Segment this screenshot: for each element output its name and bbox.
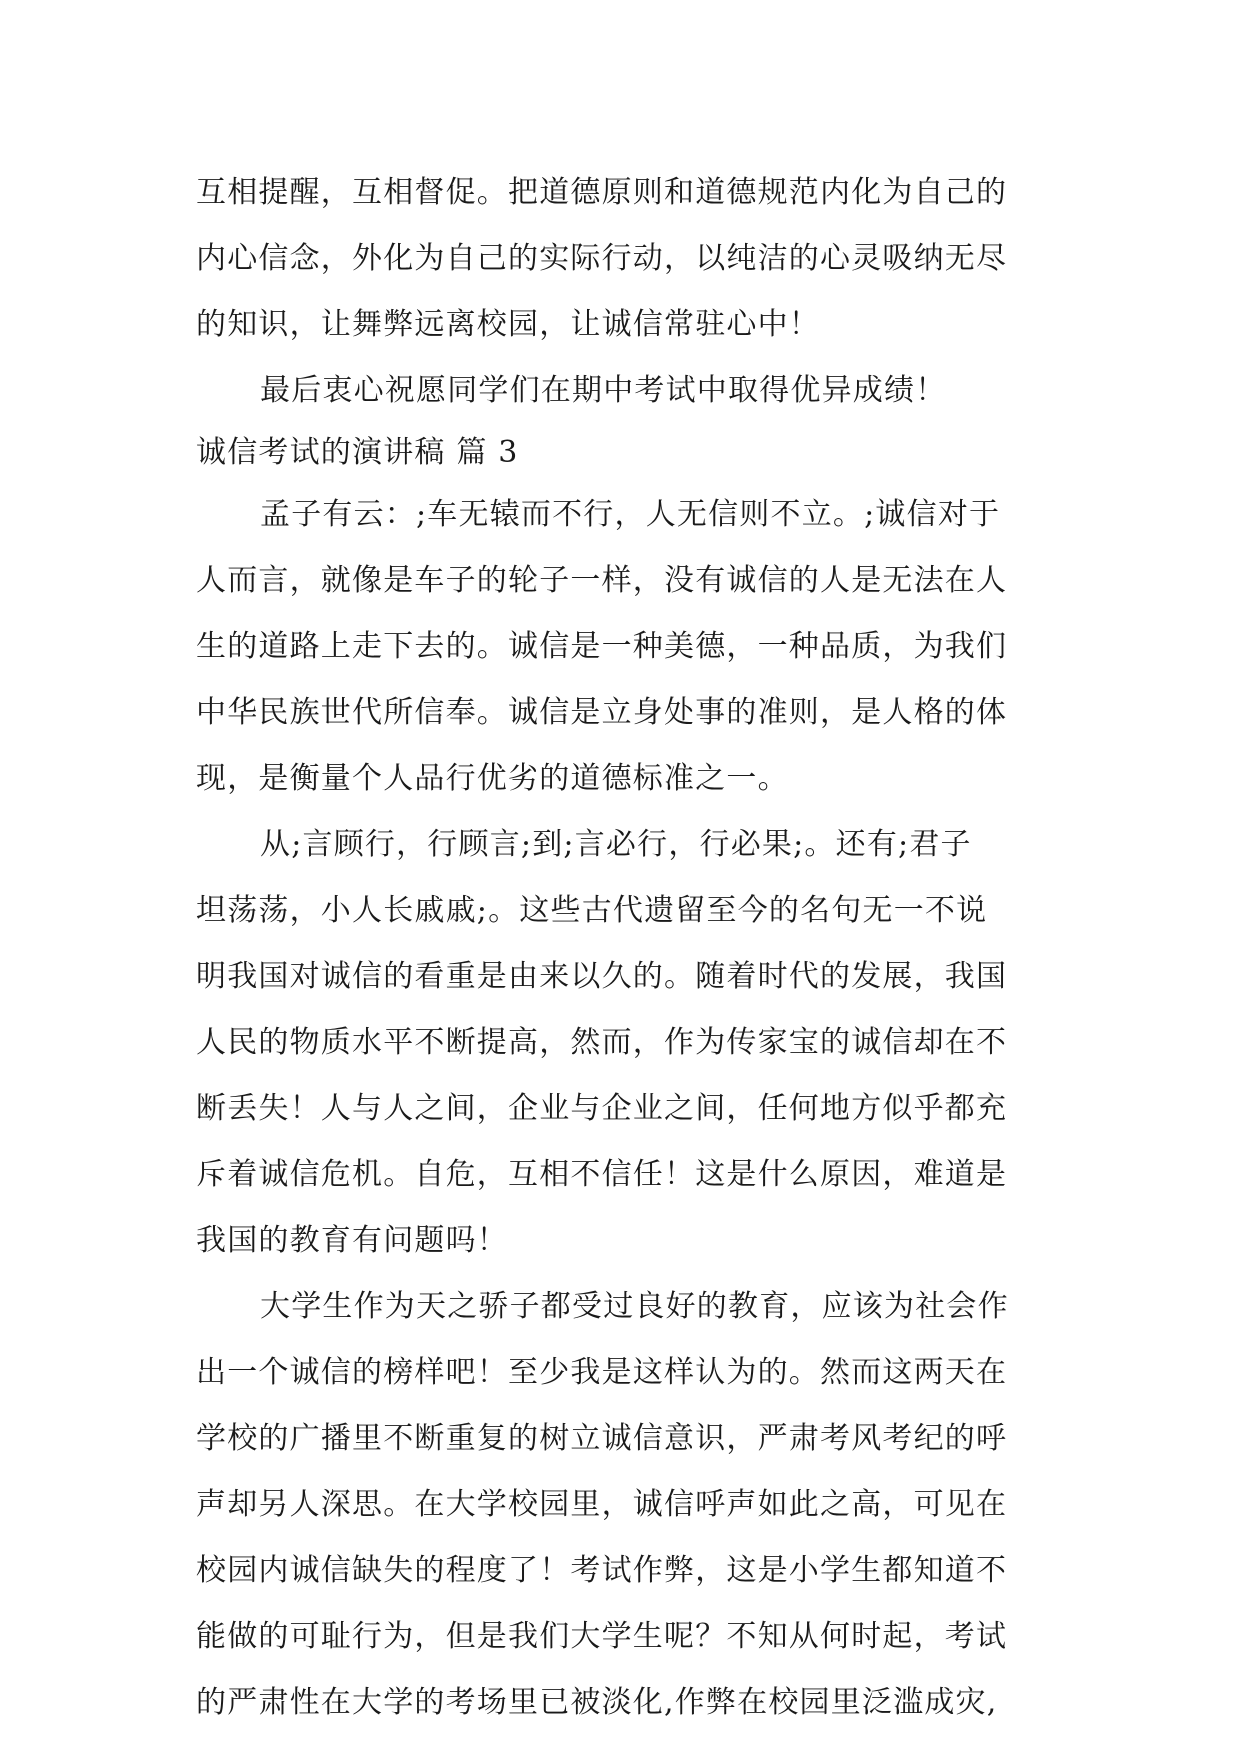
text-line: 学校的广播里不断重复的树立诚信意识，严肃考风考纪的呼: [196, 1421, 1008, 1456]
text-line: 现，是衡量个人品行优劣的道德标准之一。: [196, 761, 789, 796]
text-line: 生的道路上走下去的。诚信是一种美德，一种品质，为我们: [196, 629, 1008, 664]
text-line: 大学生作为天之骄子都受过良好的教育，应该为社会作: [260, 1289, 1009, 1324]
text-line: 人而言，就像是车子的轮子一样，没有诚信的人是无法在人: [196, 563, 1008, 598]
text-line: 斥着诚信危机。自危，互相不信任！这是什么原因，难道是: [196, 1157, 1008, 1192]
text-line: 人民的物质水平不断提高，然而，作为传家宝的诚信却在不: [196, 1025, 1008, 1060]
paragraph-1: [196, 482, 1056, 812]
paragraph-intro-tail: [196, 160, 1056, 358]
text-line: 我国的教育有问题吗！: [196, 1223, 508, 1258]
text-line: 内心信念，外化为自己的实际行动，以纯洁的心灵吸纳无尽: [196, 241, 1008, 276]
closing-paragraph: [196, 358, 1056, 424]
text-line: 出一个诚信的榜样吧！至少我是这样认为的。然而这两天在: [196, 1355, 1008, 1390]
section-title: 诚信考试的演讲稿 篇 3: [196, 435, 519, 470]
text-line: 互相提醒，互相督促。把道德原则和道德规范内化为自己的: [196, 175, 1008, 210]
text-line: 中华民族世代所信奉。诚信是立身处事的准则，是人格的体: [196, 695, 1008, 730]
text-line: 能做的可耻行为，但是我们大学生呢？不知从何时起，考试: [196, 1619, 1008, 1654]
text-line: 明我国对诚信的看重是由来以久的。随着时代的发展，我国: [196, 959, 1008, 994]
text-line: 声却另人深思。在大学校园里，诚信呼声如此之高，可见在: [196, 1487, 1008, 1522]
text-line: 从;言顾行，行顾言;到;言必行，行必果;。还有;君子: [260, 827, 972, 862]
text-line: 断丢失！人与人之间，企业与企业之间，任何地方似乎都充: [196, 1091, 1008, 1126]
text-line: 坦荡荡，小人长戚戚;。这些古代遗留至今的名句无一不说: [196, 893, 988, 928]
section-heading: [196, 424, 1056, 482]
text-line: 的知识，让舞弊远离校园，让诚信常驻心中！: [196, 307, 820, 342]
text-line: 校园内诚信缺失的程度了！考试作弊，这是小学生都知道不: [196, 1553, 1008, 1588]
text-line: 孟子有云：;车无辕而不行，人无信则不立。;诚信对于: [260, 497, 1001, 532]
text-line: 的严肃性在大学的考场里已被淡化,作弊在校园里泛滥成灾,: [196, 1685, 998, 1720]
document-body: [196, 160, 1056, 1736]
closing-line: 最后衷心祝愿同学们在期中考试中取得优异成绩！: [260, 373, 947, 408]
paragraph-3: [196, 1274, 1056, 1736]
paragraph-2: [196, 812, 1056, 1274]
